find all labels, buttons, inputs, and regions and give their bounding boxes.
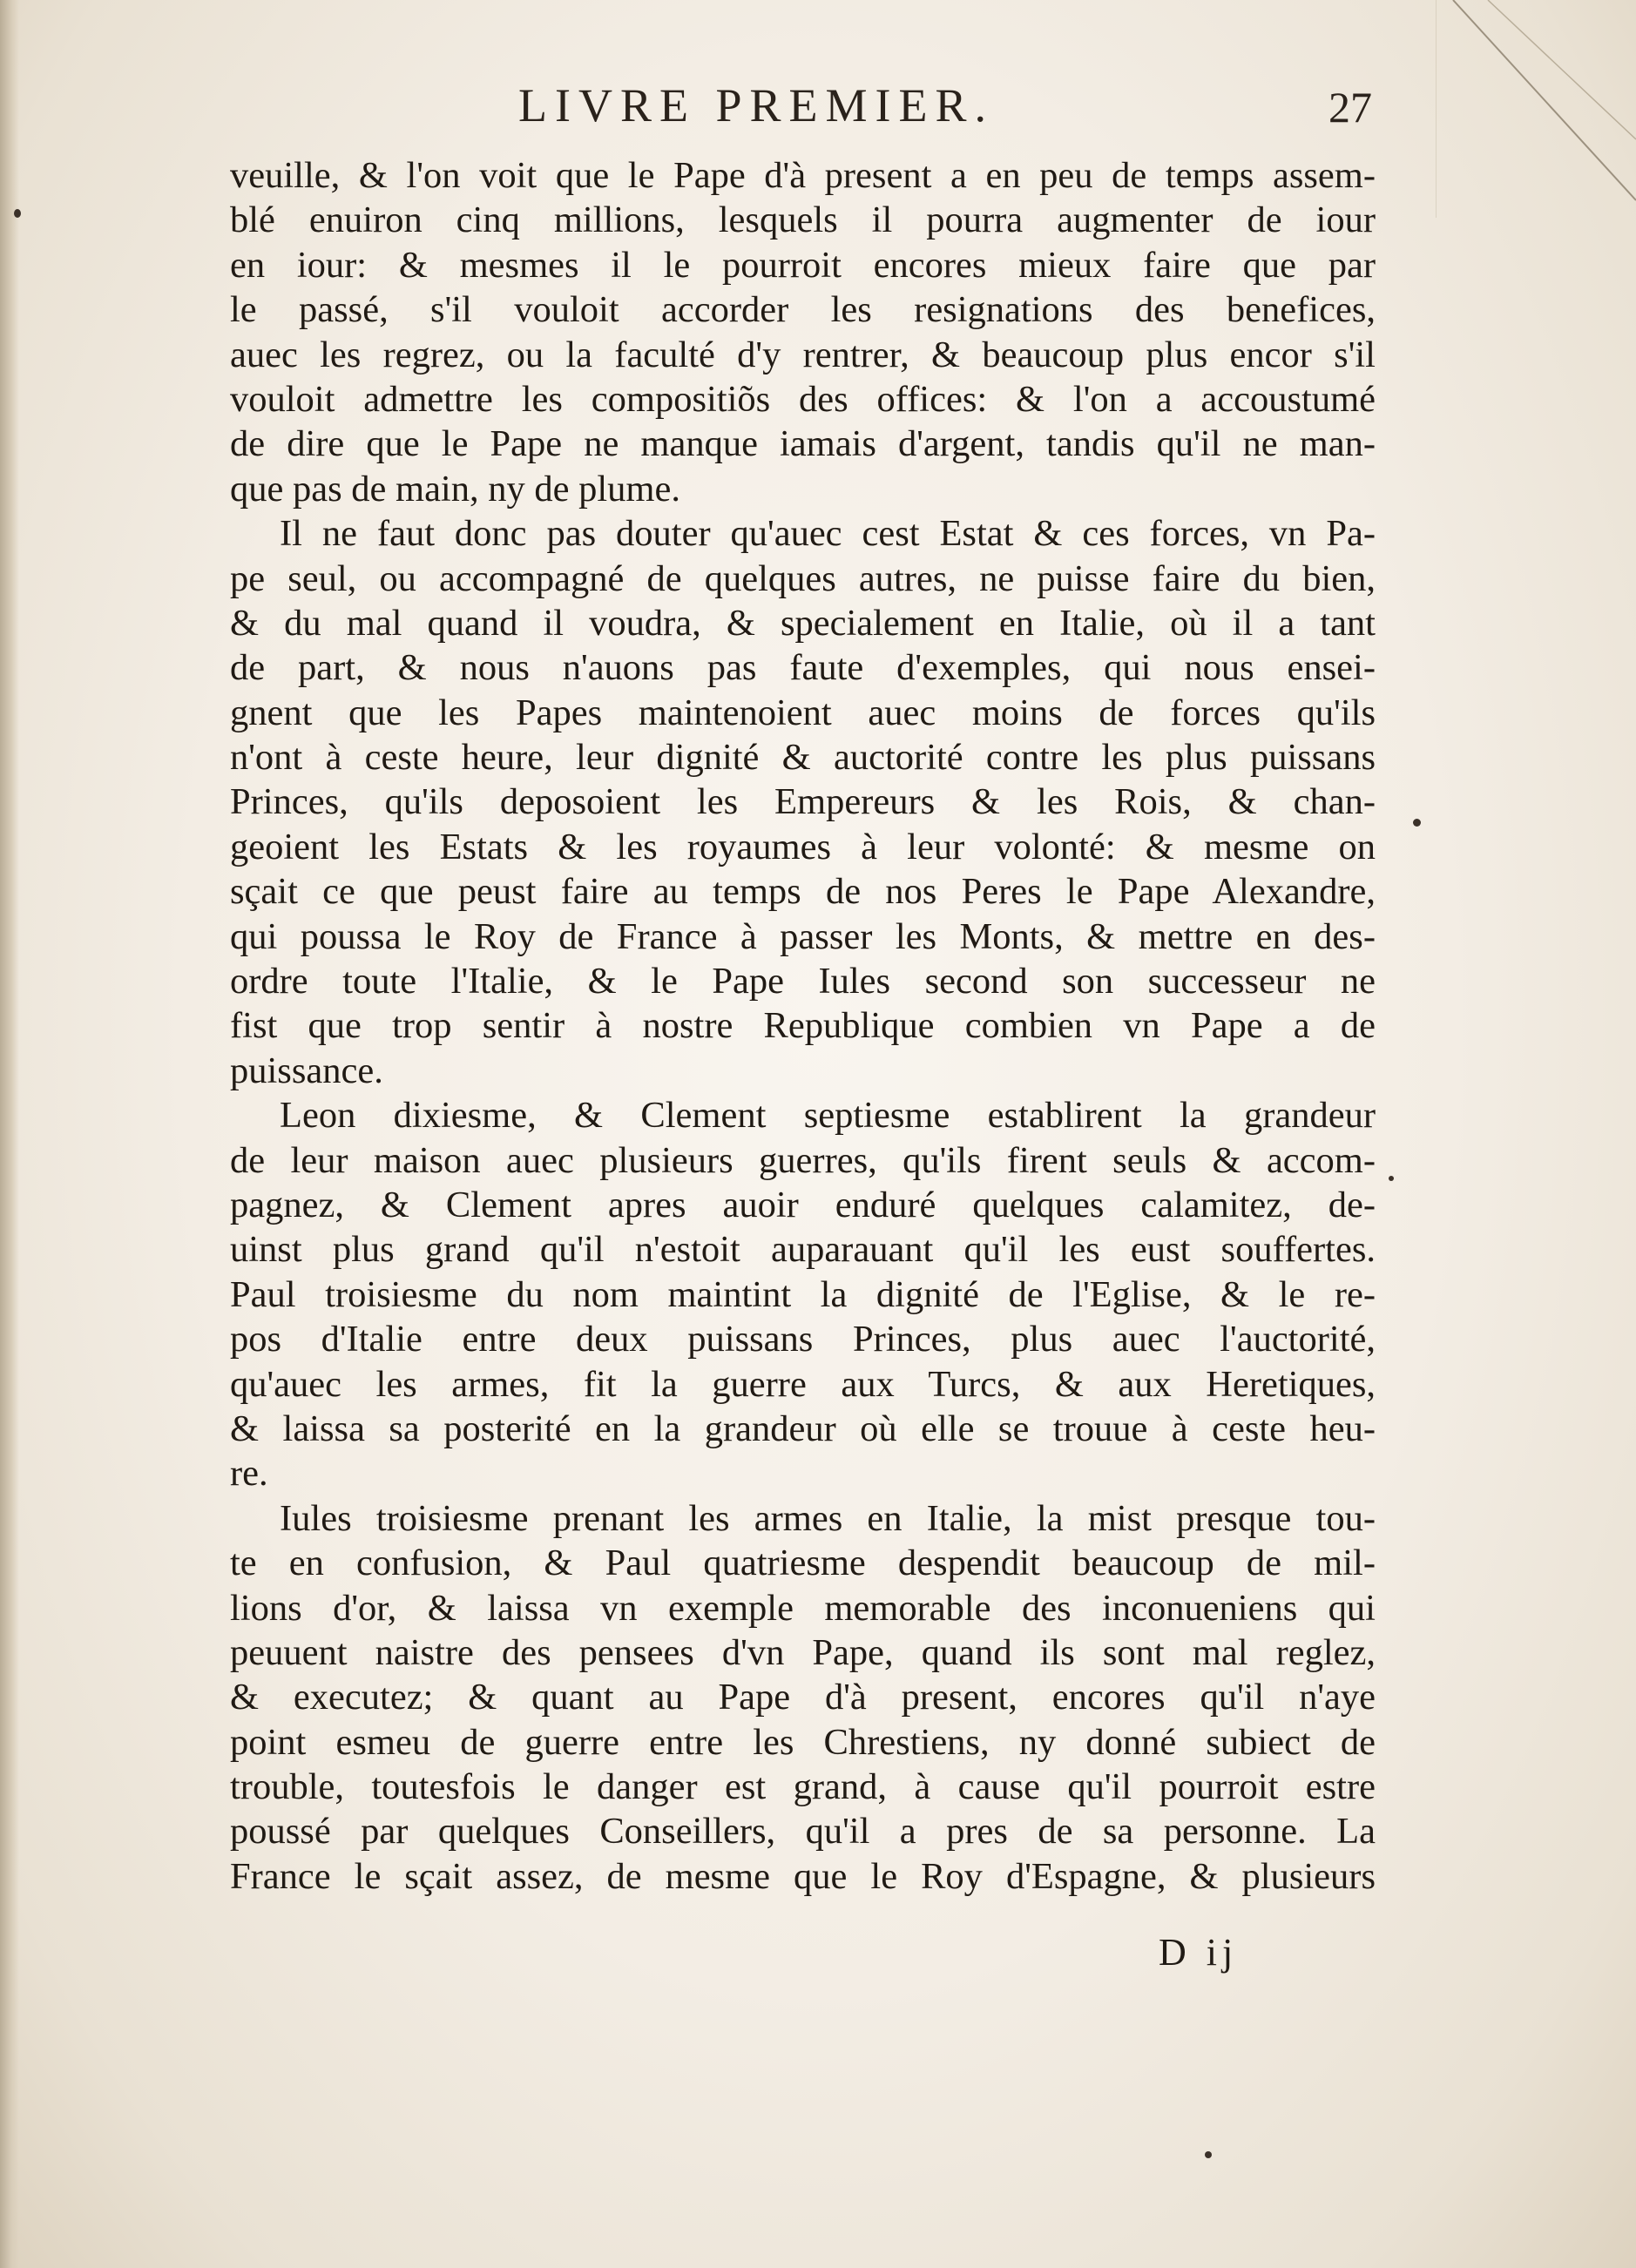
text-line: trouble, toutesfois le danger est grand, à cause qu'il pourroit estre xyxy=(230,1766,1376,1808)
text-line: pe seul, ou accompagné de quelques autres, ne puisse faire du bien, xyxy=(230,557,1376,599)
ink-speck xyxy=(1205,2151,1212,2158)
text-line: de part, & nous n'auons pas faute d'exemples, qui nous ensei- xyxy=(230,647,1376,689)
text-line: France le sçait assez, de mesme que le Roy d'Espagne, & plusieurs xyxy=(230,1855,1376,1897)
paragraph-start-line: Iules troisiesme prenant les armes en Italie, la mist presque tou- xyxy=(280,1497,1376,1539)
text-line: veuille, & l'on voit que le Pape d'à present a en peu de temps assem- xyxy=(230,155,1376,196)
text-line: qui poussa le Roy de France à passer les Monts, & mettre en des- xyxy=(230,915,1376,957)
text-line: n'ont à ceste heure, leur dignité & auctorité contre les plus puissans xyxy=(230,737,1376,779)
ink-speck xyxy=(1413,819,1421,827)
text-line: le passé, s'il vouloit accorder les resignations des benefices, xyxy=(230,289,1376,331)
text-line: blé enuiron cinq millions, lesquels il pourra augmenter de iour xyxy=(230,199,1376,241)
text-line: fist que trop sentir à nostre Republique combien vn Pape a de xyxy=(230,1005,1376,1047)
text-line: vouloit admettre les compositiõs des offices: & l'on a accoustumé xyxy=(230,378,1376,420)
text-line: que pas de main, ny de plume. xyxy=(230,468,680,510)
text-line: en iour: & mesmes il le pourroit encores mieux faire que par xyxy=(230,244,1376,286)
ink-speck xyxy=(1389,1176,1394,1181)
binding-shadow xyxy=(0,0,19,2268)
text-line: re. xyxy=(230,1453,268,1495)
text-line: pos d'Italie entre deux puissans Princes, plus auec l'auctorité, xyxy=(230,1319,1376,1360)
text-line: Paul troisiesme du nom maintint la dignité de l'Eglise, & le re- xyxy=(230,1273,1376,1315)
running-title: LIVRE PREMIER. xyxy=(518,79,995,132)
text-line: qu'auec les armes, fit la guerre aux Turcs, & aux Heretiques, xyxy=(230,1363,1376,1405)
text-line: & executez; & quant au Pape d'à present, encores qu'il n'aye xyxy=(230,1677,1376,1718)
text-line: & du mal quand il voudra, & specialement en Italie, où il a tant xyxy=(230,602,1376,644)
text-line: point esmeu de guerre entre les Chrestiens, ny donné subiect de xyxy=(230,1721,1376,1763)
text-line: ordre toute l'Italie, & le Pape Iules second son successeur ne xyxy=(230,961,1376,1002)
body-text xyxy=(230,153,1376,1899)
running-head xyxy=(0,78,1636,139)
text-line: te en confusion, & Paul quatriesme despendit beaucoup de mil- xyxy=(230,1542,1376,1584)
ink-speck xyxy=(14,209,21,218)
paragraph-start-line: Il ne faut donc pas douter qu'auec cest Estat & ces forces, vn Pa- xyxy=(280,513,1376,555)
text-line: puissance. xyxy=(230,1050,383,1091)
text-line: & laissa sa posterité en la grandeur où elle se trouue à ceste heu- xyxy=(230,1407,1376,1449)
text-line: geoient les Estats & les royaumes à leur volonté: & mesme on xyxy=(230,826,1376,867)
text-line: de leur maison auec plusieurs guerres, qu'ils firent seuls & accom- xyxy=(230,1139,1376,1181)
text-line: Princes, qu'ils deposoient les Empereurs & les Rois, & chan- xyxy=(230,781,1376,823)
text-line: de dire que le Pape ne manque iamais d'argent, tandis qu'il ne man- xyxy=(230,423,1376,465)
text-line: gnent que les Papes maintenoient auec moins de forces qu'ils xyxy=(230,692,1376,733)
text-line: peuuent naistre des pensees d'vn Pape, quand ils sont mal reglez, xyxy=(230,1631,1376,1673)
text-line: uinst plus grand qu'il n'estoit auparauant qu'il les eust souffertes. xyxy=(230,1229,1376,1271)
page-number: 27 xyxy=(1328,83,1372,132)
text-line: poussé par quelques Conseillers, qu'il a pres de sa personne. La xyxy=(230,1811,1376,1853)
signature-mark: D ij xyxy=(1159,1931,1239,1974)
text-line: pagnez, & Clement apres auoir enduré quelques calamitez, de- xyxy=(230,1184,1376,1225)
text-line: lions d'or, & laissa vn exemple memorable des inconueniens qui xyxy=(230,1587,1376,1629)
text-line: sçait ce que peust faire au temps de nos Peres le Pape Alexandre, xyxy=(230,871,1376,913)
paragraph-start-line: Leon dixiesme, & Clement septiesme establirent la grandeur xyxy=(280,1095,1376,1137)
text-line: auec les regrez, ou la faculté d'y rentrer, & beaucoup plus encor s'il xyxy=(230,334,1376,375)
